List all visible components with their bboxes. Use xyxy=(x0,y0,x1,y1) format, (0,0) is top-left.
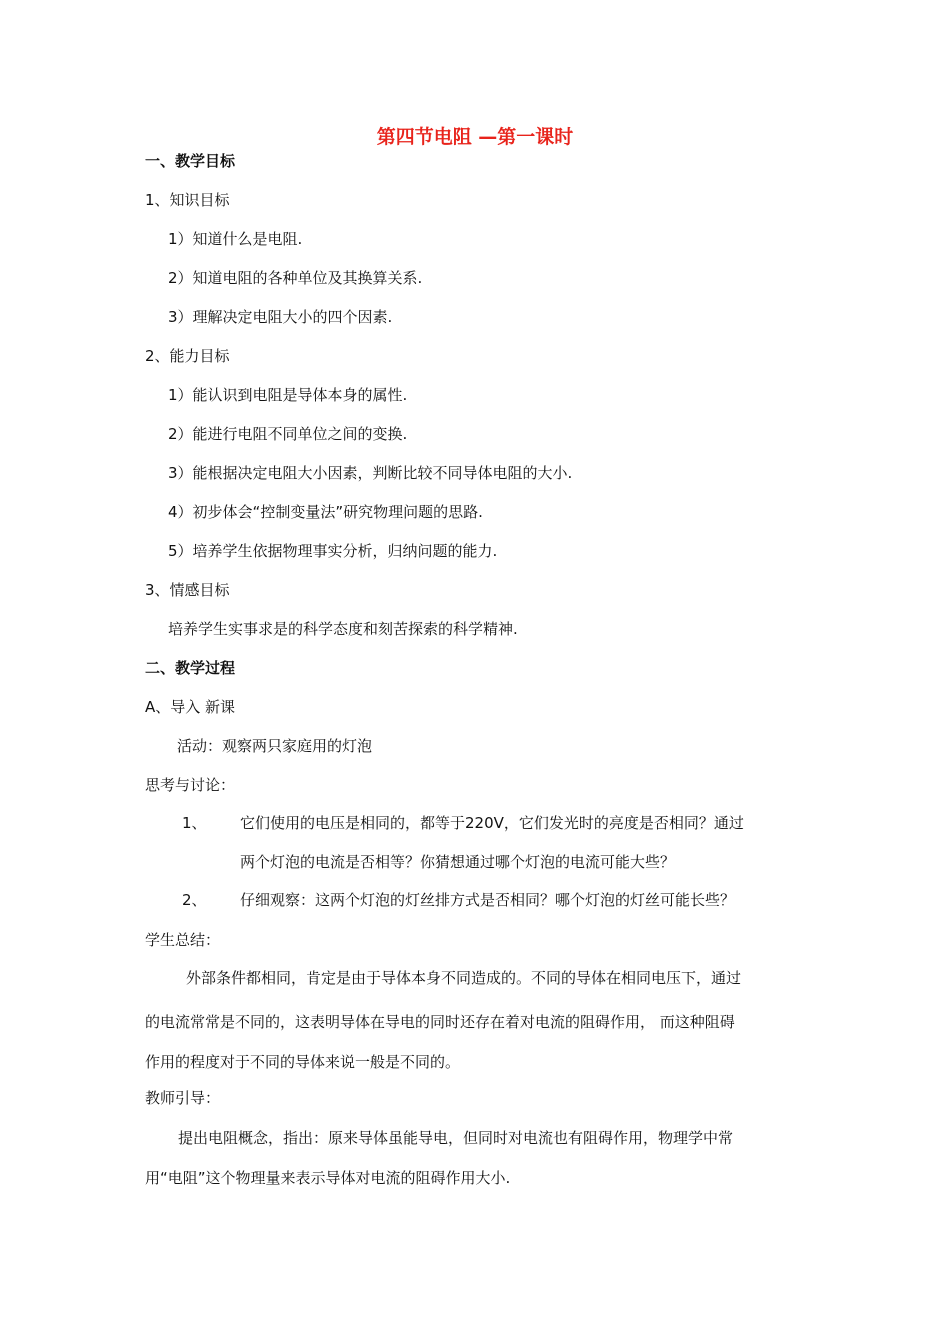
ability-goals-heading: 2、能力目标 xyxy=(145,347,230,365)
knowledge-goal-item: 2）知道电阻的各种单位及其换算关系. xyxy=(168,269,423,287)
question-text: 仔细观察：这两个灯泡的灯丝排方式是否相同？哪个灯泡的灯丝可能长些？ xyxy=(240,891,736,909)
knowledge-goals-heading: 1、知识目标 xyxy=(145,191,230,209)
question-number: 2、 xyxy=(182,891,207,909)
summary-paragraph-line: 的电流常常是不同的，这表明导体在导电的同时还存在着对电流的阻碍作用， 而这种阻碍 xyxy=(145,1013,735,1031)
summary-paragraph-line: 作用的程度对于不同的导体来说一般是不同的。 xyxy=(145,1053,461,1071)
teacher-paragraph-line: 提出电阻概念，指出：原来导体虽能导电，但同时对电流也有阻碍作用，物理学中常 xyxy=(178,1129,734,1147)
summary-label: 学生总结： xyxy=(145,931,221,949)
question-text: 两个灯泡的电流是否相等？你猜想通过哪个灯泡的电流可能大些？ xyxy=(240,853,676,871)
question-number: 1、 xyxy=(182,814,207,832)
discussion-label: 思考与讨论： xyxy=(145,776,236,794)
knowledge-goal-item: 1）知道什么是电阻. xyxy=(168,230,303,248)
page-title: 第四节电阻 —第一课时 xyxy=(376,126,574,148)
emotion-goal-text: 培养学生实事求是的科学态度和刻苦探索的科学精神. xyxy=(168,620,518,638)
ability-goal-item: 1）能认识到电阻是导体本身的属性. xyxy=(168,386,408,404)
activity-text: 活动：观察两只家庭用的灯泡 xyxy=(177,737,373,755)
teacher-paragraph-line: 用“电阻”这个物理量来表示导体对电流的阻碍作用大小. xyxy=(145,1169,511,1187)
teacher-label: 教师引导： xyxy=(145,1089,221,1107)
intro-heading: A、导入 新课 xyxy=(145,698,236,716)
ability-goal-item: 5）培养学生依据物理事实分析，归纳问题的能力. xyxy=(168,542,498,560)
summary-paragraph-line: 外部条件都相同，肯定是由于导体本身不同造成的。不同的导体在相同电压下，通过 xyxy=(186,969,742,987)
section-heading-goals: 一、教学目标 xyxy=(145,152,236,170)
ability-goal-item: 3）能根据决定电阻大小因素，判断比较不同导体电阻的大小. xyxy=(168,464,573,482)
ability-goal-item: 2）能进行电阻不同单位之间的变换. xyxy=(168,425,408,443)
knowledge-goal-item: 3）理解决定电阻大小的四个因素. xyxy=(168,308,393,326)
emotion-goals-heading: 3、情感目标 xyxy=(145,581,230,599)
question-text: 它们使用的电压是相同的，都等于220V，它们发光时的亮度是否相同？通过 xyxy=(240,814,744,832)
ability-goal-item: 4）初步体会“控制变量法”研究物理问题的思路. xyxy=(168,503,483,521)
section-heading-process: 二、教学过程 xyxy=(145,659,236,677)
